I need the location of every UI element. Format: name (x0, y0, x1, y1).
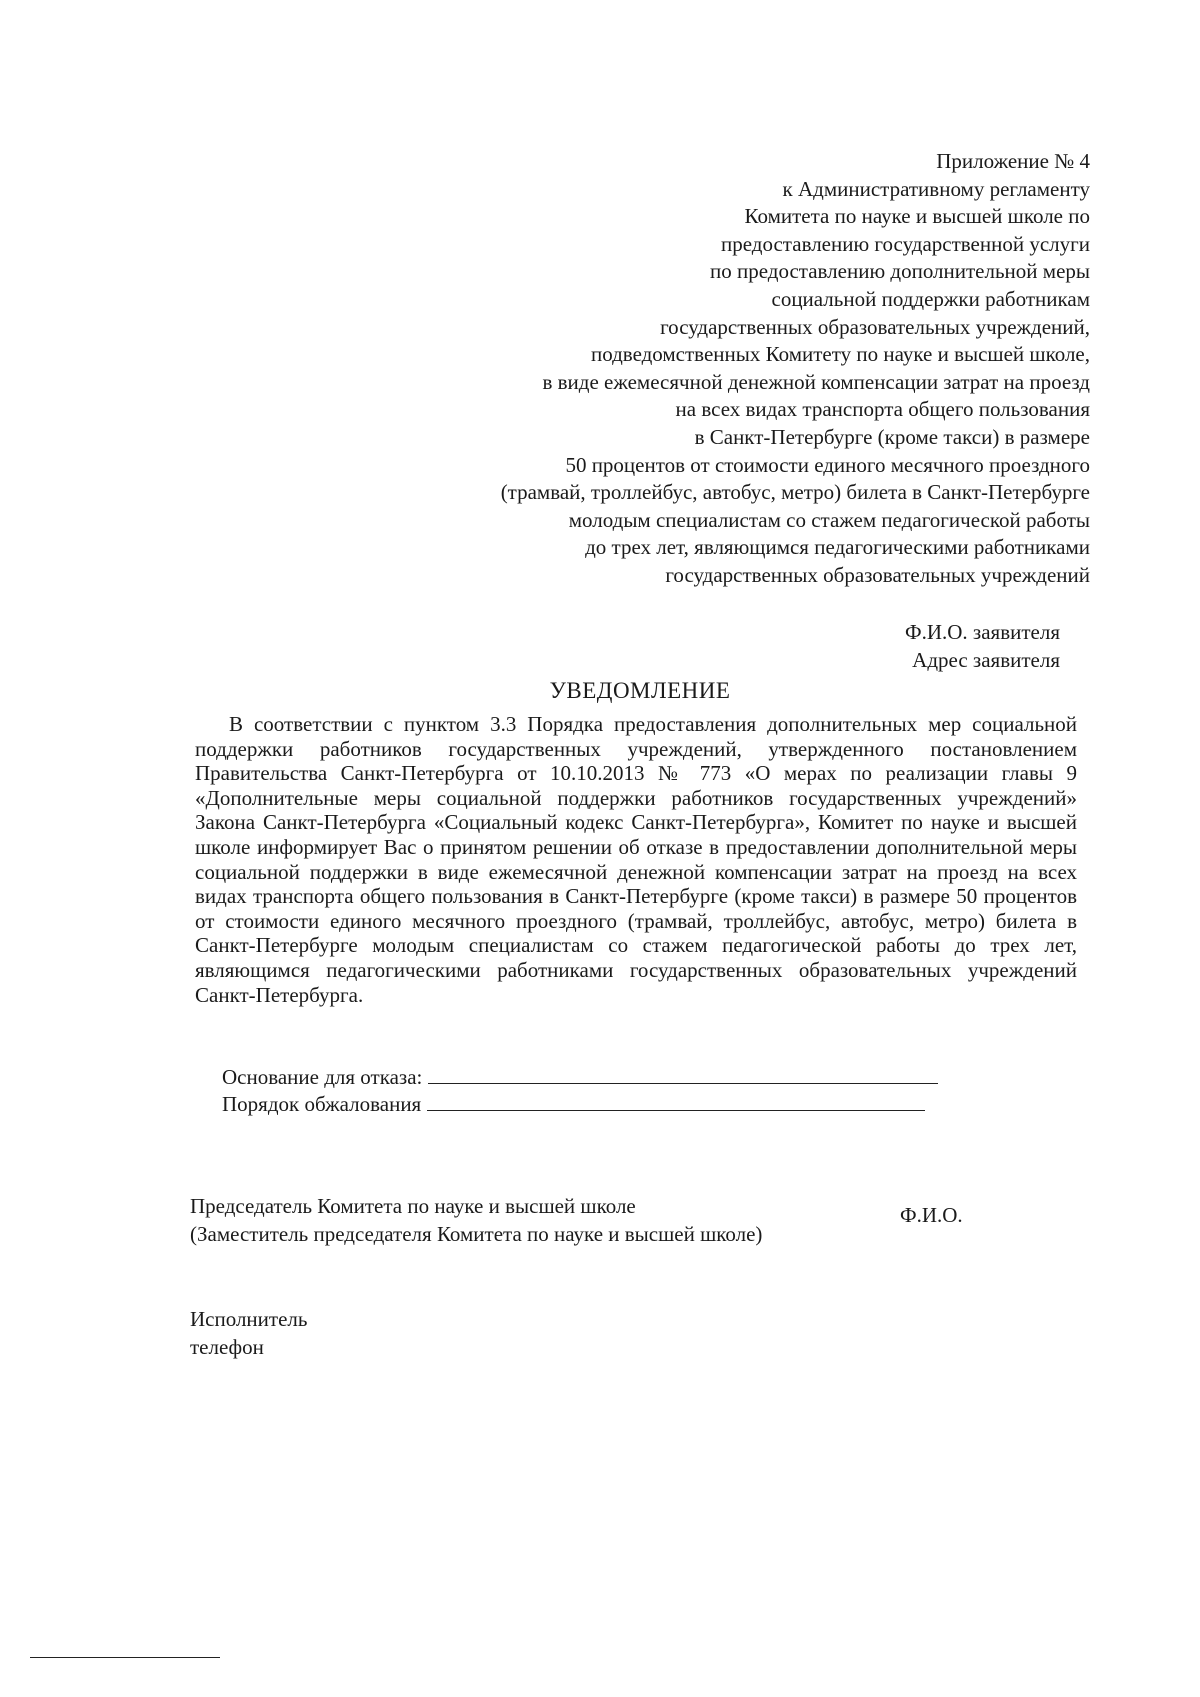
refusal-basis-label: Основание для отказа: (222, 1065, 423, 1089)
refusal-basis-field (222, 1065, 938, 1090)
appendix-line: по предоставлению дополнительной меры (709, 259, 1090, 284)
appendix-line: в виде ежемесячной денежной компенсации затрат на проезд (542, 369, 1090, 394)
appendix-line: до трех лет, являющимся педагогическими работниками (585, 535, 1090, 560)
executor-phone-label: телефон (190, 1335, 264, 1359)
footnote-separator (30, 1657, 220, 1658)
appendix-line: подведомственных Комитету по науке и высшей школе, (590, 342, 1090, 367)
appendix-line: Приложение № 4 (936, 149, 1090, 173)
executor-label: Исполнитель (190, 1307, 308, 1331)
appeal-procedure-blank-line (427, 1092, 925, 1111)
appendix-line: молодым специалистам со стажем педагогической работы (568, 507, 1090, 532)
appendix-line: в Санкт-Петербурге (кроме такси) в размере (694, 424, 1090, 449)
appendix-header (370, 148, 1090, 590)
appendix-line: государственных образовательных учреждений, (660, 314, 1090, 339)
appendix-line: 50 процентов от стоимости единого месячного проездного (565, 452, 1090, 477)
refusal-basis-blank-line (428, 1065, 938, 1084)
appendix-line: предоставлению государственной услуги (721, 231, 1090, 256)
applicant-name: Ф.И.О. заявителя (905, 620, 1060, 644)
signatory-position: Председатель Комитета по науке и высшей школе (190, 1194, 636, 1218)
notification-body (195, 712, 1077, 1007)
body-paragraph: В соответствии с пунктом 3.3 Порядка предоставления дополнительных мер социальной поддержки работников государственных учреждений, утвержденного постановлением Правительства Санкт-Петербурга от 10.10.2013 № 773 «О мерах по реализации главы 9 «Дополнительные меры социальной поддержки работников государственных учреждений» Закона Санкт-Петербурга «Социальный кодекс Санкт-Петербурга», Комитет по науке и высшей школе информирует Вас о принятом решении об отказе в предоставлении дополнительной меры социальной поддержки в виде ежемесячной денежной компенсации затрат на проезд на всех видах транспорта общего пользования в Санкт-Петербурге (кроме такси) в размере 50 процентов от стоимости единого месячного проездного (трамвай, троллейбус, автобус, метро) билета в Санкт-Петербурге молодым специалистам со стажем педагогической работы до трех лет, являющимся педагогическими работниками государственных образовательных учреждений Санкт-Петербурга. (195, 712, 1077, 1007)
signature-block (190, 1192, 762, 1248)
applicant-block (905, 618, 1060, 674)
appeal-procedure-label: Порядок обжалования (222, 1092, 422, 1116)
appendix-line: на всех видах транспорта общего пользования (675, 397, 1090, 422)
appendix-line: Комитета по науке и высшей школе по (744, 204, 1090, 229)
appendix-line: государственных образовательных учреждений (665, 562, 1090, 587)
appendix-line: к Административному регламенту (782, 176, 1090, 201)
document-title: УВЕДОМЛЕНИЕ (549, 678, 731, 703)
applicant-address: Адрес заявителя (912, 648, 1060, 672)
signatory-fio: Ф.И.О. (900, 1203, 963, 1227)
appendix-line: (трамвай, троллейбус, автобус, метро) билета в Санкт-Петербурге (500, 480, 1090, 505)
appeal-procedure-field (222, 1092, 925, 1117)
signatory-deputy: (Заместитель председателя Комитета по науке и высшей школе) (190, 1222, 763, 1246)
appendix-line: социальной поддержки работникам (771, 286, 1090, 311)
executor-block (190, 1305, 307, 1361)
